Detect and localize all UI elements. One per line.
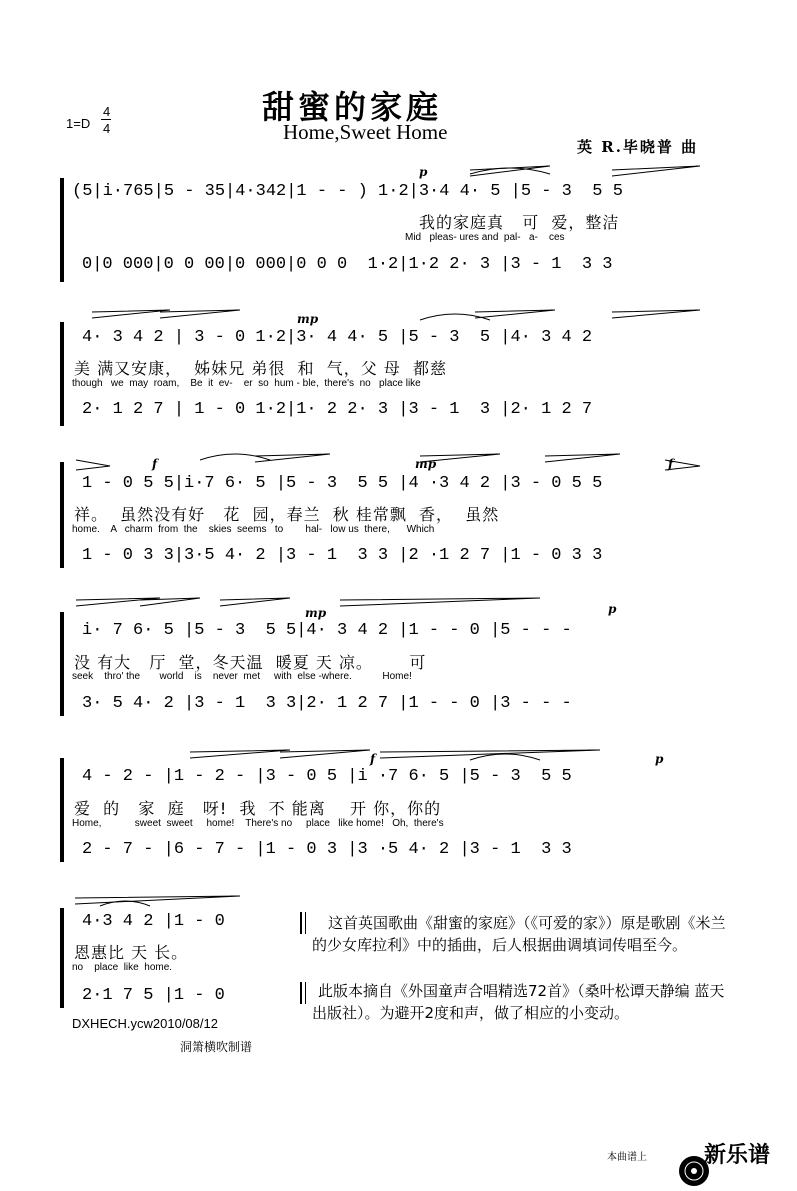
dynamic-marking: p bbox=[608, 602, 617, 616]
chinese-lyrics: 恩惠比 天 长。 bbox=[74, 943, 189, 962]
dynamic-marking: f bbox=[668, 457, 674, 471]
melody-line: 4· 3 4 2 | 3 - 0 1·2|3· 4 4· 5 |5 - 3 5 |4· 3 4 2 bbox=[82, 328, 593, 347]
dynamic-marking: p bbox=[419, 165, 428, 179]
record-icon bbox=[668, 1136, 700, 1168]
key-signature: 1=D bbox=[66, 116, 91, 131]
site-prefix: 本曲谱上 bbox=[607, 1152, 647, 1163]
harmony-line: 1 - 0 3 3|3·5 4· 2 |3 - 1 3 3 |2 ·1 2 7 |1 - 0 3 3 bbox=[82, 546, 603, 565]
dynamic-marking: f bbox=[152, 457, 158, 471]
melody-line: (5|i·765|5 - 35|4·342|1 - - ) 1·2|3·4 4· 5 |5 - 3 5 5 bbox=[72, 182, 623, 201]
time-signature-bar bbox=[101, 119, 111, 120]
harmony-line: 2 - 7 - |6 - 7 - |1 - 0 3 |3 ·5 4· 2 |3 - 1 3 3 bbox=[82, 840, 572, 859]
english-lyrics: though we may roam, Be it ev- er so hum - ble, there's no place like bbox=[72, 378, 421, 389]
english-lyrics: Mid pleas- ures and pal- a- ces bbox=[405, 232, 565, 243]
melody-line: 4 - 2 - |1 - 2 - |3 - 0 5 |i ·7 6· 5 |5 - 3 5 5 bbox=[82, 767, 572, 786]
composer-credit: 英 R.毕晓普 曲 bbox=[577, 138, 699, 156]
score-code: DXHECH.ycw2010/08/12 bbox=[72, 1016, 218, 1031]
dynamic-marking: f bbox=[370, 752, 376, 766]
time-signature-top: 4 bbox=[103, 104, 111, 119]
english-lyrics: Home, sweet sweet home! There's no place like home! Oh, there's bbox=[72, 818, 444, 829]
melody-line: i· 7 6· 5 |5 - 3 5 5|4· 3 4 2 |1 - - 0 |5 - - - bbox=[82, 621, 572, 640]
dynamic-marking: mp bbox=[415, 457, 437, 471]
dynamic-marking: p bbox=[655, 752, 664, 766]
notes-marker bbox=[300, 912, 306, 934]
time-signature-bottom: 4 bbox=[103, 121, 111, 136]
english-lyrics: home. A charm from the skies seems to hal- low us there, Which bbox=[72, 524, 435, 535]
harmony-line: 2·1 7 5 |1 - 0 bbox=[82, 986, 225, 1005]
chinese-lyrics: 没 有大 厅 堂，冬天温 暖夏 天 凉。 可 bbox=[74, 653, 427, 672]
chinese-lyrics: 美 满又安康， 姊妹兄 弟很 和 气，父 母 都慈 bbox=[74, 359, 447, 378]
chinese-lyrics: 我的家庭真 可 爱，整洁 bbox=[419, 213, 620, 232]
english-lyrics: seek thro' the world is never met with else -where. Home! bbox=[72, 671, 412, 682]
dynamic-marking: mp bbox=[305, 606, 327, 620]
site-logo[interactable]: 新乐谱 bbox=[704, 1143, 771, 1168]
notes-marker bbox=[300, 982, 306, 1004]
dynamic-marking: mp bbox=[297, 312, 319, 326]
song-title: 甜蜜的家庭 bbox=[262, 88, 443, 126]
melody-line: 4·3 4 2 |1 - 0 bbox=[82, 912, 225, 931]
notes-paragraph-2: 此版本摘自《外国童声合唱精选72首》（桑叶松谭天静编 蓝天出版社）。为避开2度和声，做了相应的小变动。 bbox=[312, 982, 725, 1022]
chinese-lyrics: 爱 的 家 庭 呀! 我 不 能离 开 你，你的 bbox=[74, 799, 442, 818]
melody-line: 1 - 0 5 5|i·7 6· 5 |5 - 3 5 5 |4 ·3 4 2 |3 - 0 5 5 bbox=[82, 474, 603, 493]
song-subtitle: Home,Sweet Home bbox=[283, 120, 448, 144]
harmony-line: 3· 5 4· 2 |3 - 1 3 3|2· 1 2 7 |1 - - 0 |3 - - - bbox=[82, 694, 572, 713]
chinese-lyrics: 祥。 虽然没有好 花 园，春兰 秋 桂常飘 香， 虽然 bbox=[74, 505, 500, 524]
harmony-line: 0|0 000|0 0 00|0 000|0 0 0 1·2|1·2 2· 3 |3 - 1 3 3 bbox=[82, 255, 613, 274]
arranger-credit: 洞箫横吹制谱 bbox=[180, 1040, 253, 1054]
harmony-line: 2· 1 2 7 | 1 - 0 1·2|1· 2 2· 3 |3 - 1 3 |2· 1 2 7 bbox=[82, 400, 593, 419]
notes-paragraph-1: 这首英国歌曲《甜蜜的家庭》（《可爱的家》）原是歌剧《米兰的少女库拉利》中的插曲，后人根据曲调填词传唱至今。 bbox=[312, 914, 726, 954]
slur-marks bbox=[75, 166, 700, 906]
english-lyrics: no place like home. bbox=[72, 962, 173, 973]
